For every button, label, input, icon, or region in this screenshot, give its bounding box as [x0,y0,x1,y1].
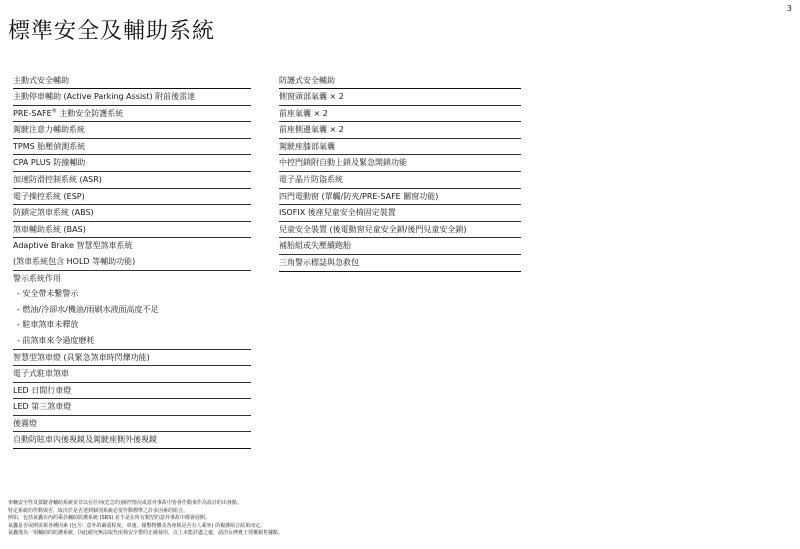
footnotes [8,500,568,538]
feature-item [13,366,251,383]
feature-text: Adaptive Brake 智慧型煞車系統 [13,241,133,251]
feature-item [279,122,521,139]
feature-item [13,205,251,222]
feature-text: - 駐車煞車未釋放 [17,320,79,330]
feature-item [13,383,251,400]
feature-item [13,254,251,271]
feature-text: 電子操控系統 (ESP) [13,191,85,201]
feature-text: 電子晶片防盜系統 [279,174,343,184]
feature-item [13,432,251,449]
feature-text: 兒童安全裝置 (後電動窗兒童安全鎖/後門兒童安全鎖) [279,224,467,234]
feature-text: TPMS 胎壓偵測系統 [13,141,86,151]
feature-text: 駕駛注意力輔助系統 [13,125,85,135]
feature-text: 防鎖定煞車系統 (ABS) [13,208,94,218]
feature-item [13,302,251,318]
feature-item [13,317,251,333]
feature-text: 主動停車輔助 (Active Parking Assist) 附前後雷達 [13,92,196,101]
active-safety-list [13,89,251,449]
feature-item [13,222,251,239]
footnote-line: 例如，包括氣囊在內的乘員輔助防護系統 (SRS) 並不是在所有類型的意外事故中都會展開。 [8,515,210,522]
feature-text: - 前煞車來令過度磨耗 [17,335,95,345]
feature-text: 中控門鎖附自動上鎖及緊急開鎖功能 [279,158,407,168]
feature-text: 加速防滑控制系統 (ASR) [13,174,102,184]
feature-text: 電子式駐車煞車 [13,369,69,379]
footnote-line: 車輛安全性及駕駛者輔助系統並非以在任何(危急的)操控情況或意外事故中皆會作動來作為設計的出發點。 [8,500,242,506]
passive-safety-column [279,73,521,272]
feature-text: 側窗頭部氣囊 × 2 [279,92,344,101]
feature-item [13,122,251,139]
feature-item [279,238,521,255]
feature-text: 三角警示標誌與急救包 [279,257,359,267]
feature-text: 後霧燈 [13,418,37,428]
footnote-line: 特定系統的作動與否，取決於是否達到個別系統必要作動標準之許多因素的組合。 [8,507,189,514]
active-safety-header: 主動式安全輔助 [13,73,251,89]
feature-item [13,189,251,206]
feature-item [279,139,521,156]
passive-safety-header: 防護式安全輔助 [279,73,521,89]
page-number: 3 [786,4,792,13]
feature-text: - 安全帶未繫警示 [17,289,79,299]
feature-text: PRE-SAFE [13,108,52,118]
feature-text: 自動防眩車內後視鏡及駕駛座側外後視鏡 [13,435,157,445]
feature-item [279,89,521,106]
feature-text: - 燃油/冷卻水/機油/雨刷水液面高度不足 [17,304,159,314]
feature-item [13,139,251,156]
feature-item [279,205,521,222]
feature-item [279,106,521,123]
page-title: 標準安全及輔助系統 [8,19,216,44]
feature-item [279,255,521,272]
feature-text: (煞車系統包含 HOLD 等輔助功能) [13,256,136,266]
feature-text: 前座氣囊 × 2 [279,108,328,118]
feature-item [13,238,251,254]
footnote-line: 氣囊是否展開需視各種因素 (包含：意外的嚴重程度、車速、撞擊物體及各座椅是否有人乘坐) 的複雜組合結果而定。 [8,522,266,529]
feature-text: LED 第三煞車燈 [13,402,72,412]
feature-item [279,155,521,172]
passive-safety-list [279,89,521,272]
feature-text-continued: 主動安全防護系統 [56,108,124,118]
feature-text: 前座側邊氣囊 × 2 [279,125,344,135]
feature-text: ISOFIX 後座兒童安全椅固定裝置 [279,208,396,218]
feature-item [13,333,251,350]
feature-text: 警示系統作用 [13,273,61,283]
feature-item [279,172,521,189]
feature-item [13,271,251,287]
feature-item [279,222,521,239]
feature-text: 補胎組或失壓續跑胎 [279,241,351,251]
footnote-line: 氣囊僅為一項輔助的防護系統，因此絕究無法取代座椅安全帶的正確使用，以上未能詳盡之處，請洽台灣賓士授權銷售據點。 [8,530,284,537]
feature-item [13,399,251,416]
feature-text: CPA PLUS 防撞輔助 [13,158,86,168]
registered-mark: ® [51,107,57,114]
feature-text: 智慧型煞車燈 (具緊急煞車時閃爍功能) [13,352,150,362]
feature-item [13,350,251,367]
feature-text: 煞車輔助系統 (BAS) [13,224,86,234]
feature-item [13,106,251,123]
feature-text: 四門電動窗 (單觸/防夾/PRE-SAFE 關窗功能) [279,191,439,201]
feature-text: 駕駛座膝部氣囊 [279,141,335,151]
feature-item [13,155,251,172]
feature-item [13,416,251,433]
feature-item [13,172,251,189]
feature-item [13,89,251,106]
feature-item [279,189,521,206]
feature-text: LED 日間行車燈 [13,385,72,395]
active-safety-column [13,73,251,449]
feature-item [13,286,251,302]
